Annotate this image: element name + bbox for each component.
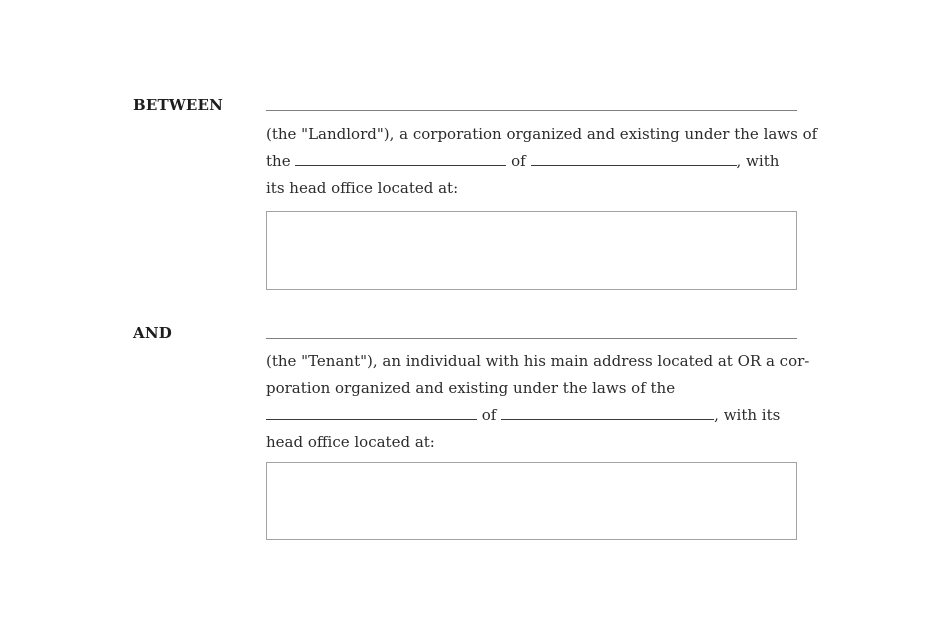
landlord-line2-suffix: , with: [736, 152, 780, 170]
tenant-line3-connector: of: [481, 406, 497, 424]
tenant-line3-suffix: , with its: [714, 406, 781, 424]
landlord-line2-connector: of: [511, 152, 526, 170]
and-label: AND: [133, 324, 172, 342]
tenant-state-blank-field[interactable]: [266, 407, 477, 420]
tenant-paragraph-line2: poration organized and existing under the laws of the: [266, 379, 676, 397]
tenant-paragraph-line1: (the "Tenant"), an individual with his main address located at OR a cor-: [266, 352, 810, 370]
tenant-name-field[interactable]: [266, 324, 797, 339]
landlord-paragraph: [266, 121, 818, 202]
landlord-paragraph-line2: [266, 148, 811, 175]
landlord-address-box-field[interactable]: [266, 211, 797, 290]
tenant-country-blank-field[interactable]: [501, 407, 714, 420]
landlord-line2-prefix: the: [266, 152, 291, 170]
landlord-paragraph-line1: (the "Landlord"), a corporation organized and existing under the laws of: [266, 125, 818, 143]
tenant-paragraph-line3: [266, 402, 811, 429]
tenant-paragraph: [266, 348, 811, 456]
landlord-paragraph-line3: its head office located at:: [266, 179, 459, 197]
landlord-state-blank-field[interactable]: [295, 153, 506, 166]
tenant-address-box-field[interactable]: [266, 462, 797, 540]
landlord-country-blank-field[interactable]: [531, 153, 737, 166]
tenant-paragraph-line4: head office located at:: [266, 433, 435, 451]
landlord-name-field[interactable]: [266, 96, 797, 111]
between-label: BETWEEN: [133, 96, 224, 114]
